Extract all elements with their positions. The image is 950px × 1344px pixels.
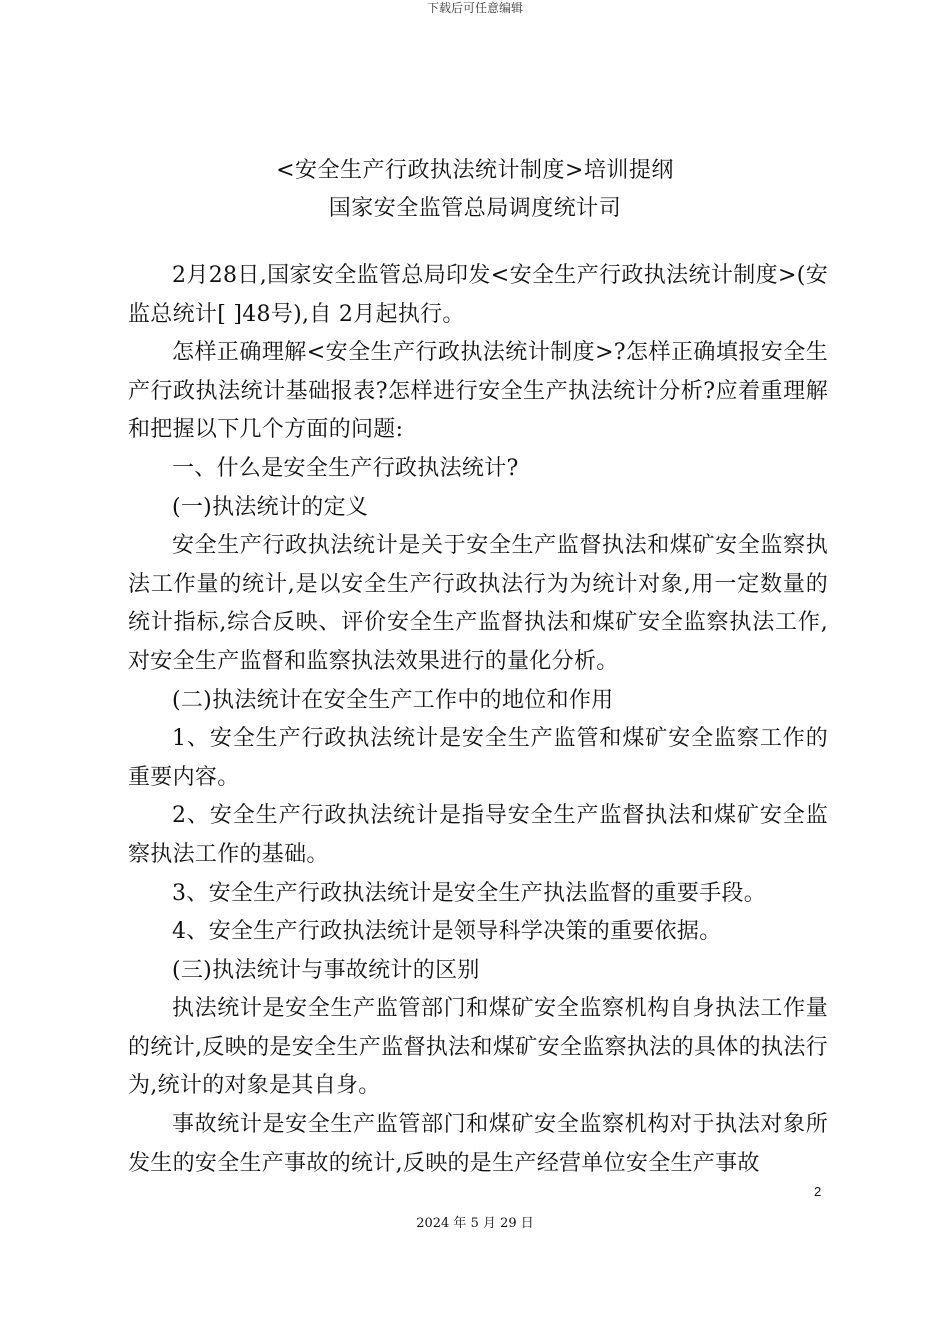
section-heading: 一、什么是安全生产行政执法统计? <box>172 455 519 481</box>
subsection-heading: (二)执法统计在安全生产工作中的地位和作用 <box>172 687 614 713</box>
paragraph: 执法统计是安全生产监管部门和煤矿安全监察机构自身执法工作量的统计,反映的是安全生产监督执法和煤矿安全监察执法的具体的执法行为,统计的对象是其自身。 <box>128 996 828 1099</box>
paragraph: 2月28日,国家安全监管总局印发<安全生产行政执法统计制度>(安监总统计[ ]48号),自 2月起执行。 <box>128 263 828 327</box>
document-body <box>128 257 828 1183</box>
paragraph: 怎样正确理解<安全生产行政执法统计制度>?怎样正确填报安全生产行政执法统计基础报表?怎样进行安全生产执法统计分析?应着重理解和把握以下几个方面的问题: <box>128 340 828 443</box>
subsection-heading: (一)执法统计的定义 <box>172 494 369 520</box>
page-number: 2 <box>814 1184 822 1199</box>
list-item: 4、安全生产行政执法统计是领导科学决策的重要依据。 <box>172 919 722 945</box>
document-title: <安全生产行政执法统计制度>培训提纲 <box>276 158 674 183</box>
document-subtitle: 国家安全监管总局调度统计司 <box>328 196 622 221</box>
list-item: 3、安全生产行政执法统计是安全生产执法监督的重要手段。 <box>172 880 767 906</box>
page-header: 下载后可任意编辑 <box>426 1 523 15</box>
list-item: 2、安全生产行政执法统计是指导安全生产监督执法和煤矿安全监察执法工作的基础。 <box>128 803 828 867</box>
paragraph: 事故统计是安全生产监管部门和煤矿安全监察机构对于执法对象所发生的安全生产事故的统计,反映的是生产经营单位安全生产事故 <box>128 1112 828 1176</box>
subsection-heading: (三)执法统计与事故统计的区别 <box>172 957 480 983</box>
list-item: 1、安全生产行政执法统计是安全生产监管和煤矿安全监察工作的重要内容。 <box>128 726 828 790</box>
page-footer-date: 2024 年 5 月 29 日 <box>416 1216 534 1231</box>
paragraph: 安全生产行政执法统计是关于安全生产监督执法和煤矿安全监察执法工作量的统计,是以安全生产行政执法行为为统计对象,用一定数量的统计指标,综合反映、评价安全生产监督执法和煤矿安全监察执法工作,对安全生产监督和监察执法效果进行的量化分析。 <box>128 533 828 674</box>
